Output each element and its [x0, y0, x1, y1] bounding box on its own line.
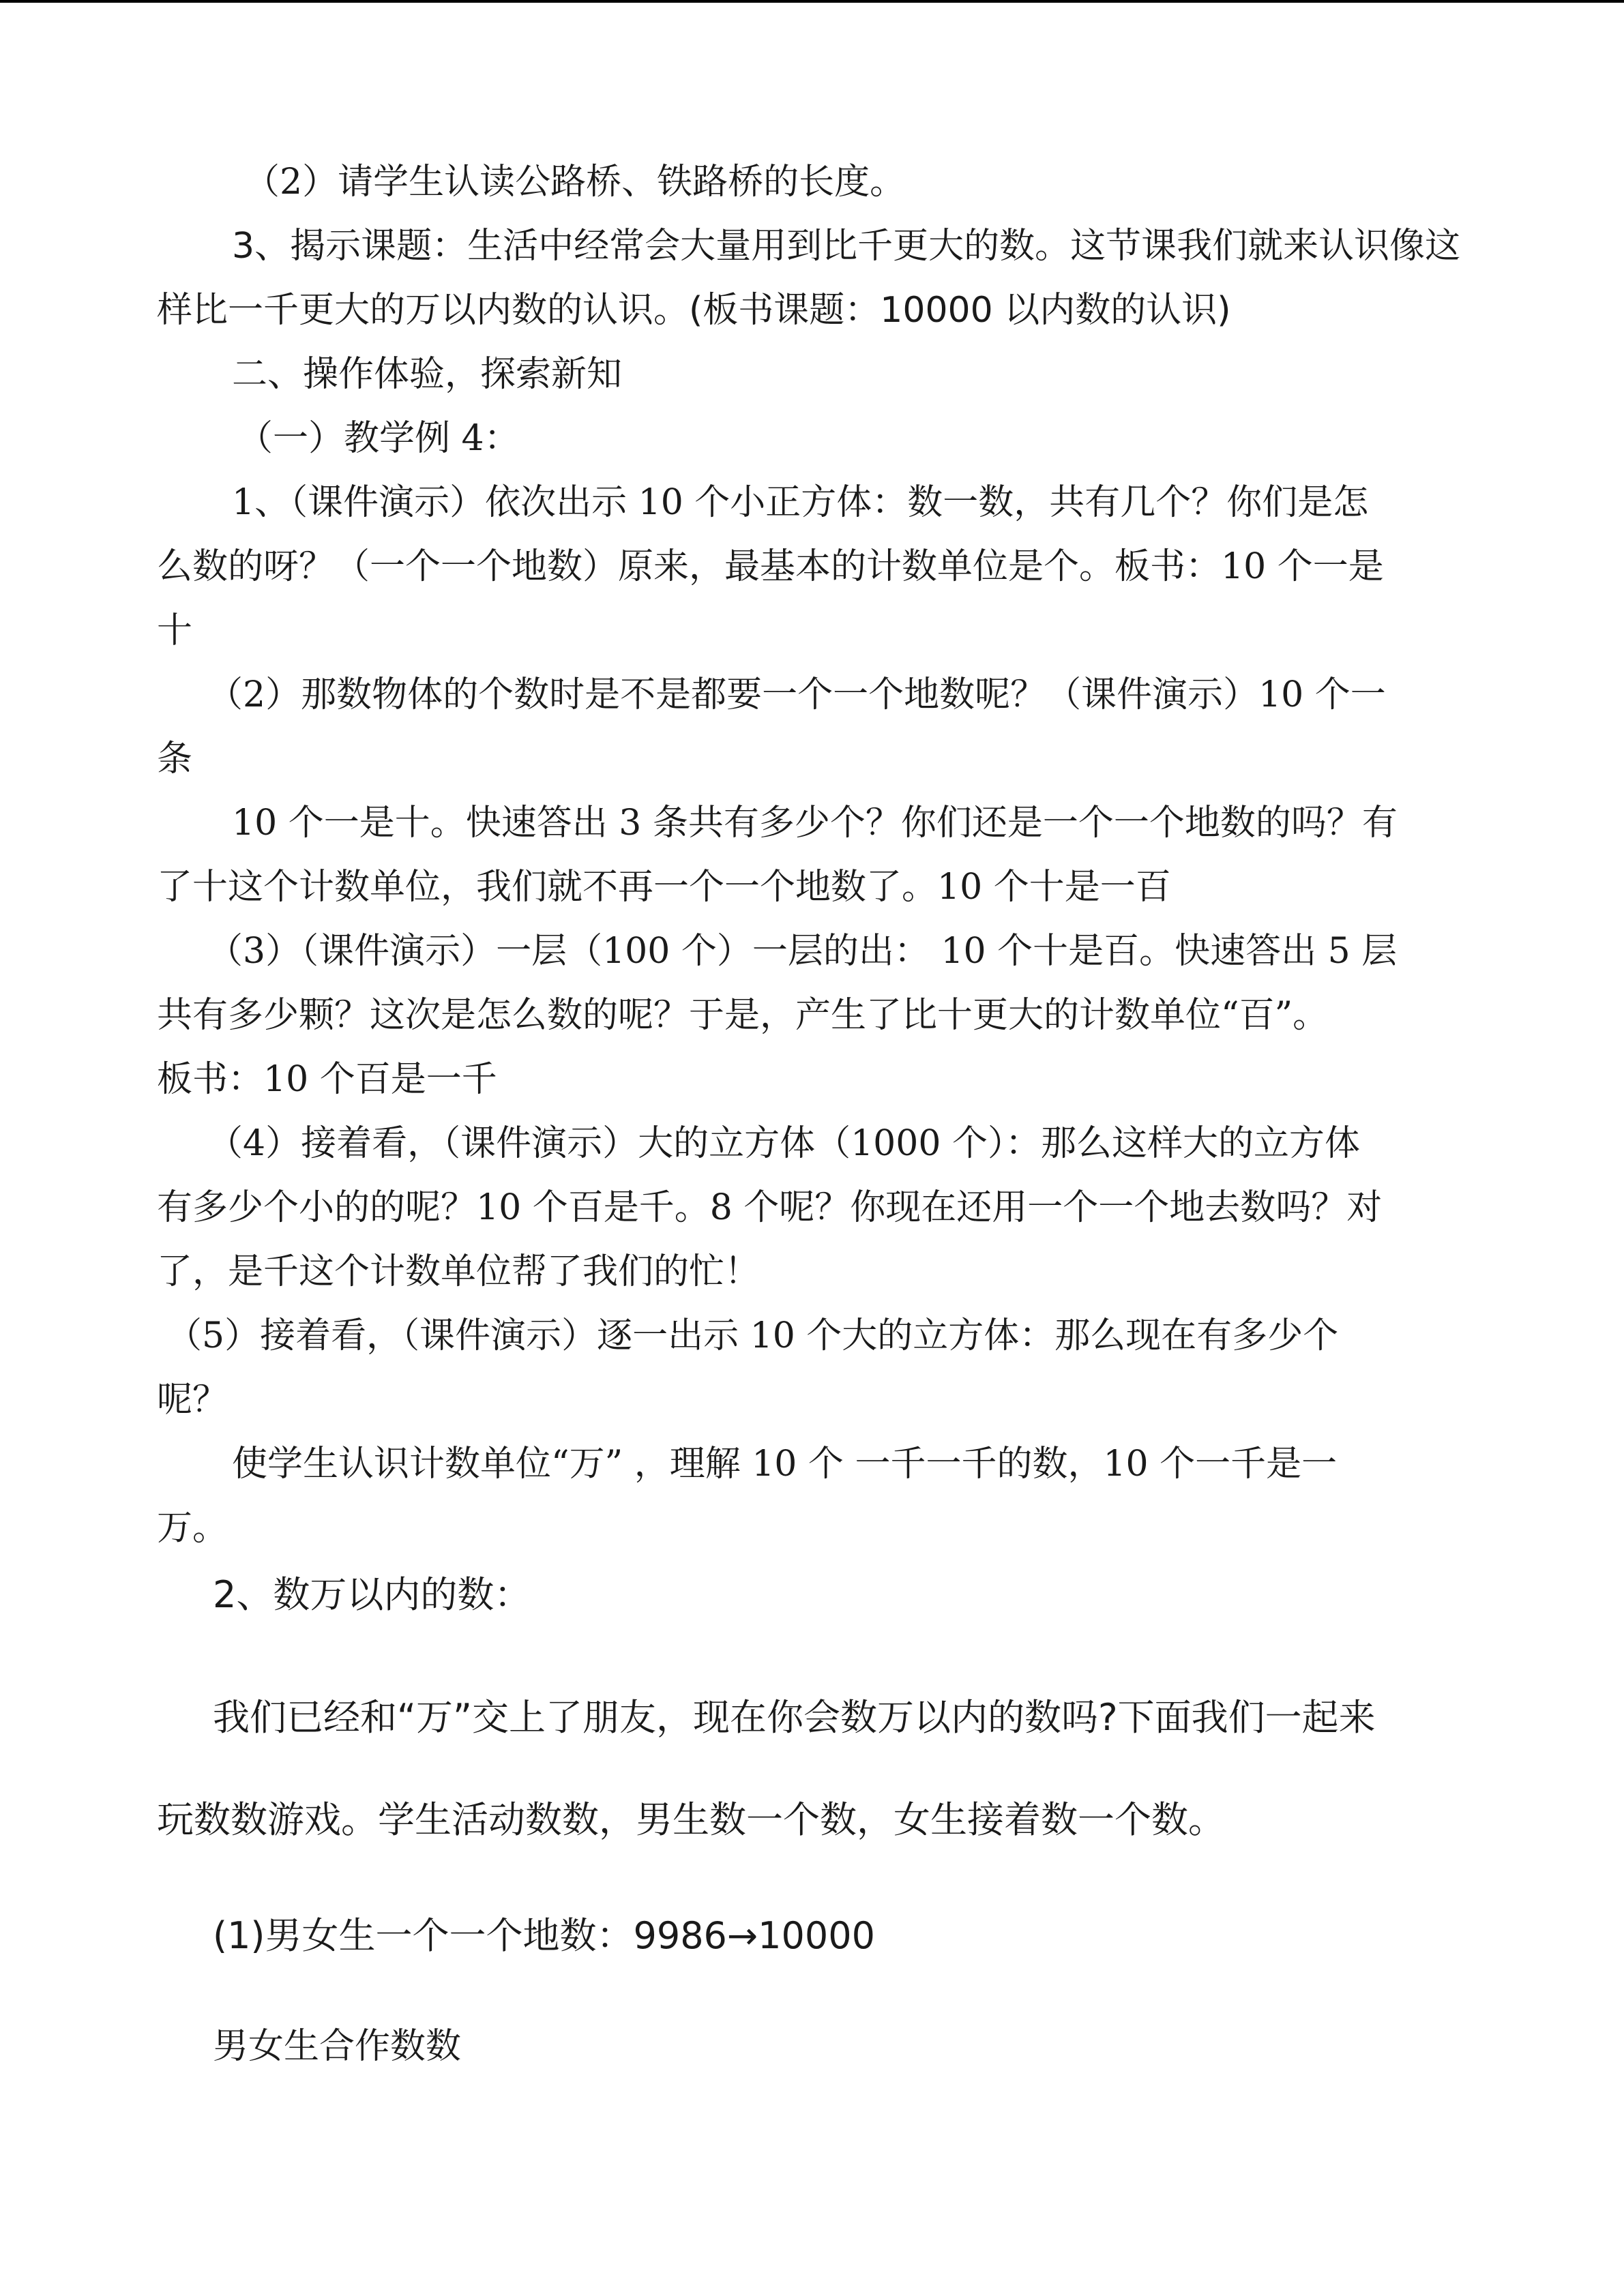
paragraph-ten-ones: [157, 791, 1466, 919]
text-line: 十: [157, 610, 193, 651]
text-line: 玩数数游戏。学生活动数数，男生数一个数，女生接着数一个数。: [157, 1798, 1225, 1841]
text-line: 了，是千这个计数单位帮了我们的忙！: [157, 1251, 761, 1292]
text-line: （2）那数物体的个数时是不是都要一个一个地数呢？（课件演示）10 个一: [207, 674, 1386, 715]
text-line: 样比一千更大的万以内数的认识。(板书课题：10000 以内数的认识): [157, 290, 1231, 331]
paragraph-thousands: [157, 1112, 1466, 1304]
text-line: （5）接着看，（课件演示）逐一出示 10 个大的立方体：那么现在有多少个: [166, 1315, 1339, 1356]
paragraph-cooperative-count: [157, 2014, 1466, 2078]
text-line: 男女生合作数数: [213, 2026, 462, 2067]
section-heading-explore: [157, 342, 1466, 406]
text-line: 板书：10 个百是一千: [157, 1059, 497, 1100]
text-line: 使学生认识计数单位“万” ，理解 10 个 一千一千的数，10 个一千是一: [232, 1444, 1338, 1485]
text-line: 呢？: [157, 1380, 228, 1420]
subheading-example-4: [157, 406, 1466, 471]
subheading-count-within-wan: [157, 1563, 1466, 1627]
paragraph-cubes-count: [157, 471, 1466, 663]
text-line: （2）请学生认读公路桥、铁路桥的长度。: [244, 162, 906, 203]
text-line: 么数的呀？（一个一个地数）原来，最基本的计数单位是个。板书：10 个一是: [157, 546, 1384, 587]
text-line: 万。: [157, 1508, 228, 1549]
text-line: 条: [157, 739, 193, 779]
text-line: 1、（课件演示）依次出示 10 个小正方体：数一数，共有几个？你们是怎: [232, 482, 1369, 523]
text-line: （4）接着看，（课件演示）大的立方体（1000 个）：那么这样大的立方体: [207, 1123, 1360, 1164]
paragraph-ten-thousand-cubes: [157, 1304, 1466, 1432]
paragraph-hundreds: [157, 919, 1466, 1112]
paragraph-counting-game: [157, 1667, 1466, 1871]
text-line: 我们已经和“万”交上了朋友，现在你会数万以内的数吗?下面我们一起来: [213, 1696, 1376, 1739]
top-border-rule: [0, 0, 1624, 3]
text-line: （一）教学例 4：: [237, 418, 520, 459]
paragraph-wan-unit: [157, 1432, 1466, 1560]
paragraph-count-strips: [157, 663, 1466, 791]
text-line: 3、揭示课题：生活中经常会大量用到比千更大的数。这节课我们就来认识像这: [232, 226, 1461, 267]
text-line: 2、数万以内的数：: [213, 1573, 531, 1616]
paragraph-one-by-one: [157, 1904, 1466, 1968]
text-line: (1)男女生一个一个地数：9986→10000: [213, 1914, 875, 1957]
text-line: 有多少个小的的呢？10 个百是千。8 个呢？你现在还用一个一个地去数吗？对: [157, 1187, 1383, 1228]
paragraph-bridge-length: [157, 150, 1466, 214]
text-line: 了十这个计数单位，我们就不再一个一个地数了。10 个十是一百: [157, 867, 1171, 908]
document-page: [157, 150, 1466, 2078]
text-line: （3）（课件演示）一层（100 个）一层的出： 10 个十是百。快速答出 5 层: [207, 931, 1398, 972]
text-line: 共有多少颗？这次是怎么数的呢？于是，产生了比十更大的计数单位“百”。: [157, 995, 1329, 1036]
paragraph-topic-reveal: [157, 214, 1466, 342]
text-line: 10 个一是十。快速答出 3 条共有多少个？你们还是一个一个地数的吗？有: [232, 803, 1398, 844]
text-line: 二、操作体验，探索新知: [232, 354, 623, 395]
